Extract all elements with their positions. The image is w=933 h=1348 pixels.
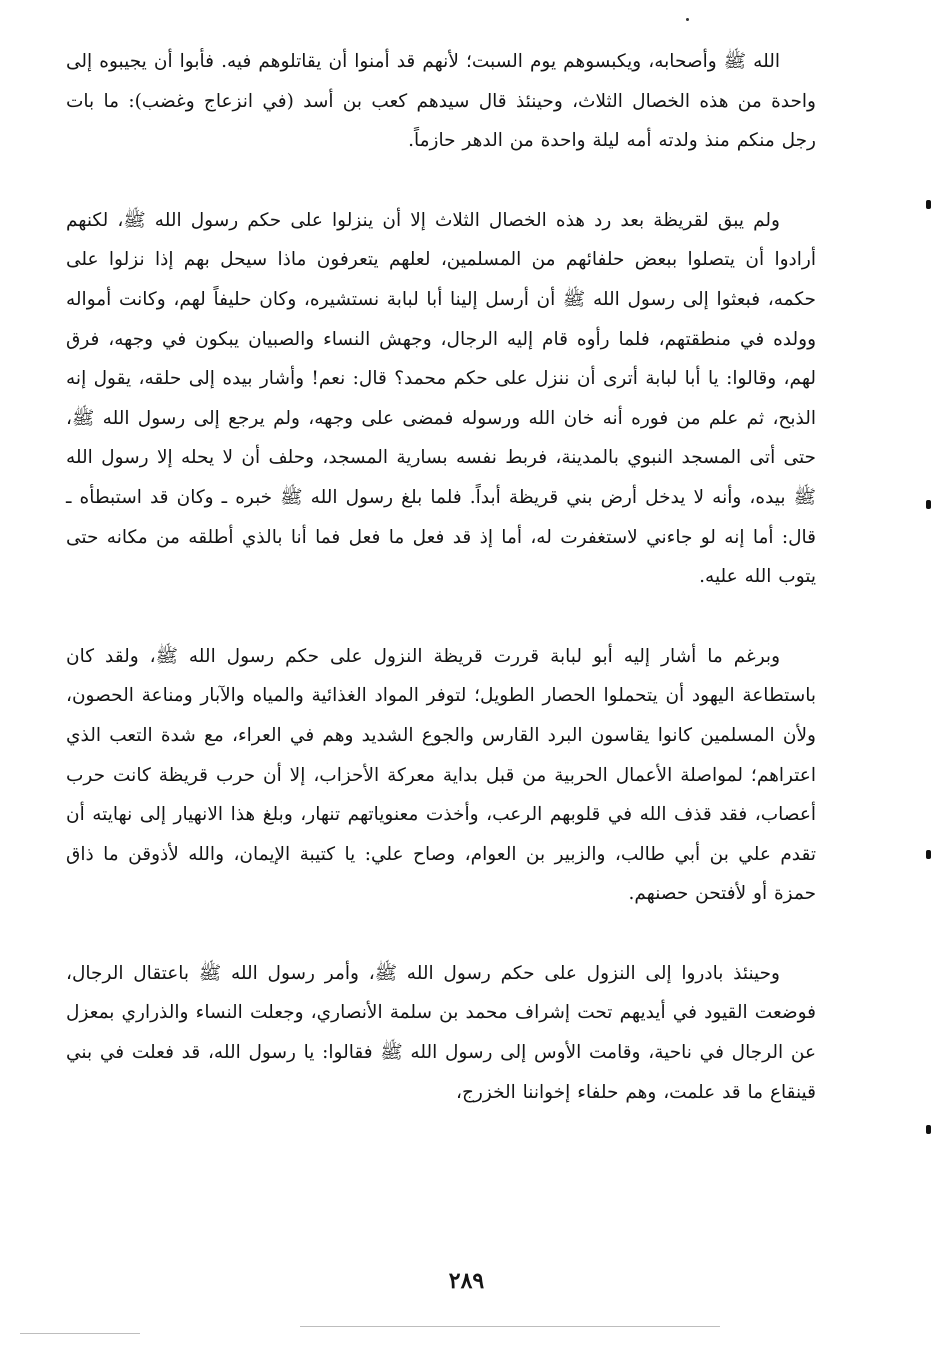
paragraph-3: وبرغم ما أشار إليه أبو لبابة قررت قريظة النزول على حكم رسول الله ﷺ، ولقد كان باستطاعة اليهود أن يتحملوا الحصار الطويل؛ لتوفر المواد الغذائية والمياه والآبار ومناعة الحصون، ولأن المسلمين كانوا يقاسون البرد القارس والجوع الشديد وهم في العراء، مع شدة التعب الذي اعتراهم؛ لمواصلة الأعمال الحربية من قبل بداية معركة الأحزاب، إلا أن حرب قريظة كانت حرب أعصاب، فقد قذف الله في قلوبهم الرعب، وأخذت معنوياتهم تنهار، وبلغ هذا الانهيار إلى نهايته أن تقدم علي بن أبي طالب، والزبير بن العوام، وصاح علي: يا كتيبة الإيمان، والله لأذوقن ما ذاق حمزة أو لأفتحن حصنهم. — [66, 645, 816, 905]
page-body — [66, 42, 816, 1152]
paragraph-1: الله ﷺ وأصحابه، ويكبسوهم يوم السبت؛ لأنهم قد أمنوا أن يقاتلوهم فيه. فأبوا أن يجيبوه إلى واحدة من هذه الخصال الثلاث، وحينئذ قال سيدهم كعب بن أسد (في انزعاج وغضب): ما بات رجل منكم منذ ولدته أمه ليلة واحدة من الدهر حازماً. — [66, 51, 816, 152]
scan-edge-line — [300, 1326, 720, 1327]
margin-mark-icon — [926, 850, 931, 859]
margin-mark-icon — [926, 500, 931, 509]
scan-edge-line — [20, 1333, 140, 1334]
scan-dot-icon — [686, 18, 689, 21]
margin-mark-icon — [926, 1125, 931, 1134]
page-number: ٢٨٩ — [448, 1268, 485, 1294]
paragraph-4: وحينئذ بادروا إلى النزول على حكم رسول الله ﷺ، وأمر رسول الله ﷺ باعتقال الرجال، فوضعت القيود في أيديهم تحت إشراف محمد بن سلمة الأنصاري، وجعلت النساء والذراري بمعزل عن الرجال في ناحية، وقامت الأوس إلى رسول الله ﷺ فقالوا: يا رسول الله، قد فعلت في بني قينقاع ما قد علمت، وهم حلفاء إخواننا الخزرج، — [66, 962, 816, 1103]
margin-mark-icon — [926, 200, 931, 209]
paragraph-2: ولم يبق لقريظة بعد رد هذه الخصال الثلاث إلا أن ينزلوا على حكم رسول الله ﷺ، لكنهم أرادوا أن يتصلوا ببعض حلفائهم من المسلمين، لعلهم يتعرفون ماذا سيحل بهم إذا نزلوا على حكمه، فبعثوا إلى رسول الله ﷺ أن أرسل إلينا أبا لبابة نستشيره، وكان حليفاً لهم، وكانت أمواله وولده في منطقتهم، فلما رأوه قام إليه الرجال، وجهش النساء والصبيان يبكون في وجهه، فرق لهم، وقالوا: يا أبا لبابة أترى أن ننزل على حكم محمد؟ قال: نعم! وأشار بيده إلى حلقه، يقول إنه الذبح، ثم علم من فوره أنه خان الله ورسوله فمضى على وجهه، ولم يرجع إلى رسول الله ﷺ، حتى أتى المسجد النبوي بالمدينة، فربط نفسه بسارية المسجد، وحلف أن لا يحله إلا رسول الله ﷺ بيده، وأنه لا يدخل أرض بني قريظة أبداً. فلما بلغ رسول الله ﷺ خبره ـ وكان قد استبطأه ـ قال: أما إنه لو جاءني لاستغفرت له، أما إذ قد فعل ما فعل فما أنا بالذي أطلقه من مكانه حتى يتوب الله عليه. — [66, 209, 816, 588]
